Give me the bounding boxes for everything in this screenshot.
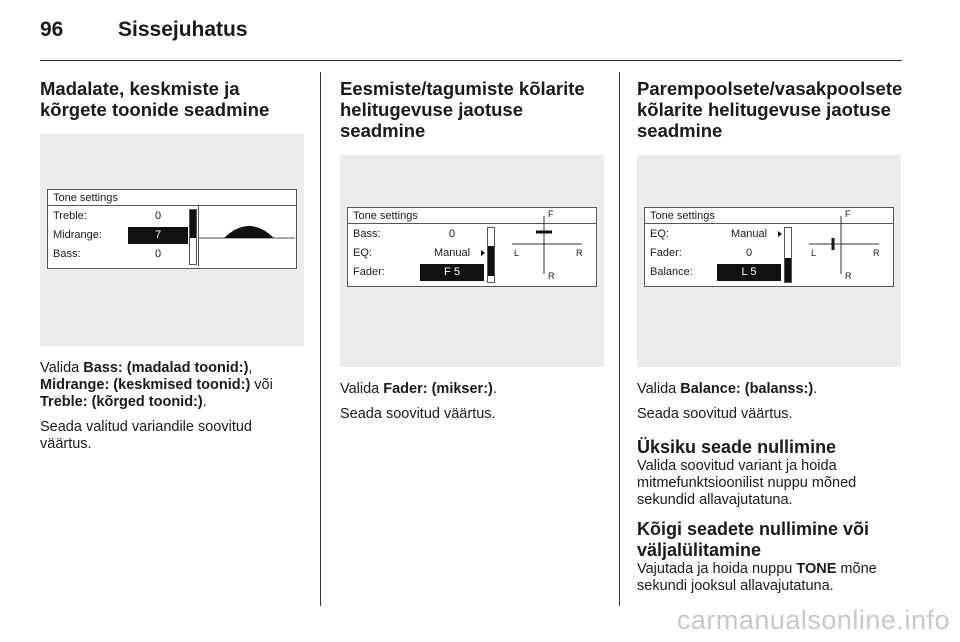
paragraph-set-value: Seada soovitud väärtus. xyxy=(340,406,496,422)
row-value-eq: Manual xyxy=(433,247,471,259)
row-label-midrange: Midrange: xyxy=(53,229,102,241)
balance-screen xyxy=(644,207,894,287)
paragraph-select-tone: Valida Bass: (madalad toonid:), Midrange: (keskmised toonid:) või Treble: (kõrged toonid:). xyxy=(40,360,273,410)
column-fader xyxy=(340,78,604,431)
cross-label-right: R xyxy=(873,248,880,258)
row-value-eq: Manual xyxy=(730,228,768,240)
tone-settings-figure xyxy=(40,134,304,346)
paragraph-reset-single: Valida soovitud variant ja hoida mitmefunktsioonilist nuppu mõned sekundid allavajutatuna. xyxy=(637,458,857,508)
header-rule xyxy=(40,60,902,61)
page-number: 96 xyxy=(40,18,64,41)
watermark: carmanualsonline.info xyxy=(676,605,950,635)
eq-arrow-icon xyxy=(481,250,485,256)
cross-label-top: F xyxy=(548,209,554,219)
cross-label-left: L xyxy=(514,248,520,258)
row-label-treble: Treble: xyxy=(53,210,87,222)
row-value-bass: 0 xyxy=(154,248,162,260)
row-value-midrange: 7 xyxy=(128,227,188,244)
paragraph-select-balance: Valida Balance: (balanss:). xyxy=(637,381,818,397)
cross-label-right: R xyxy=(576,248,583,258)
cross-label-bottom: R xyxy=(845,271,852,281)
subheading-reset-single: Üksiku seade nullimine xyxy=(637,437,837,457)
row-label-fader: Fader: xyxy=(650,247,682,259)
screen-title: Tone settings xyxy=(645,208,893,224)
column-tone-settings xyxy=(40,78,304,461)
column-divider-2 xyxy=(619,72,620,606)
page-header xyxy=(40,18,248,42)
fader-figure xyxy=(340,155,604,367)
balance-figure xyxy=(637,155,901,367)
paragraph-reset-all: Vajutada ja hoida nuppu TONE mõne sekundi jooksul allavajutatuna. xyxy=(637,561,877,594)
row-label-eq: EQ: xyxy=(650,228,669,240)
paragraph-set-value: Seada soovitud väärtus. xyxy=(637,406,793,422)
row-value-treble: 0 xyxy=(154,210,162,222)
cross-label-left: L xyxy=(811,248,817,258)
eq-curve-graphic xyxy=(199,206,295,266)
tone-settings-screen xyxy=(47,189,297,269)
page-title: Sissejuhatus xyxy=(118,18,248,41)
section-heading-fader: Eesmiste/tagumiste kõlarite helitugevuse jaotuse seadmine xyxy=(340,78,585,141)
row-value-bass: 0 xyxy=(448,228,456,240)
column-divider-1 xyxy=(320,72,321,606)
row-value-fader: F 5 xyxy=(420,264,484,281)
row-label-eq: EQ: xyxy=(353,247,372,259)
scrollbar xyxy=(189,209,197,265)
screen-title: Tone settings xyxy=(348,208,596,224)
eq-arrow-icon xyxy=(778,231,782,237)
paragraph-select-fader: Valida Fader: (mikser:). xyxy=(340,381,497,397)
column-balance xyxy=(637,78,901,603)
cross-label-bottom: R xyxy=(548,271,555,281)
row-label-bass: Bass: xyxy=(53,248,81,260)
scrollbar xyxy=(784,227,792,283)
row-value-balance: L 5 xyxy=(717,264,781,281)
screen-title: Tone settings xyxy=(48,190,296,206)
paragraph-set-value: Seada valitud variandile soovitud väärtus. xyxy=(40,419,252,452)
section-heading-balance: Parempoolsete/vasakpoolsete kõlarite helitugevuse jaotuse seadmine xyxy=(637,78,903,141)
row-label-bass: Bass: xyxy=(353,228,381,240)
row-label-balance: Balance: xyxy=(650,266,693,278)
row-label-fader: Fader: xyxy=(353,266,385,278)
scrollbar xyxy=(487,227,495,283)
section-heading-tone: Madalate, keskmiste ja kõrgete toonide seadmine xyxy=(40,78,270,120)
subheading-reset-all: Kõigi seadete nullimine või väljalülitamine xyxy=(637,519,870,560)
cross-label-top: F xyxy=(845,209,851,219)
fader-screen xyxy=(347,207,597,287)
row-value-fader: 0 xyxy=(745,247,753,259)
